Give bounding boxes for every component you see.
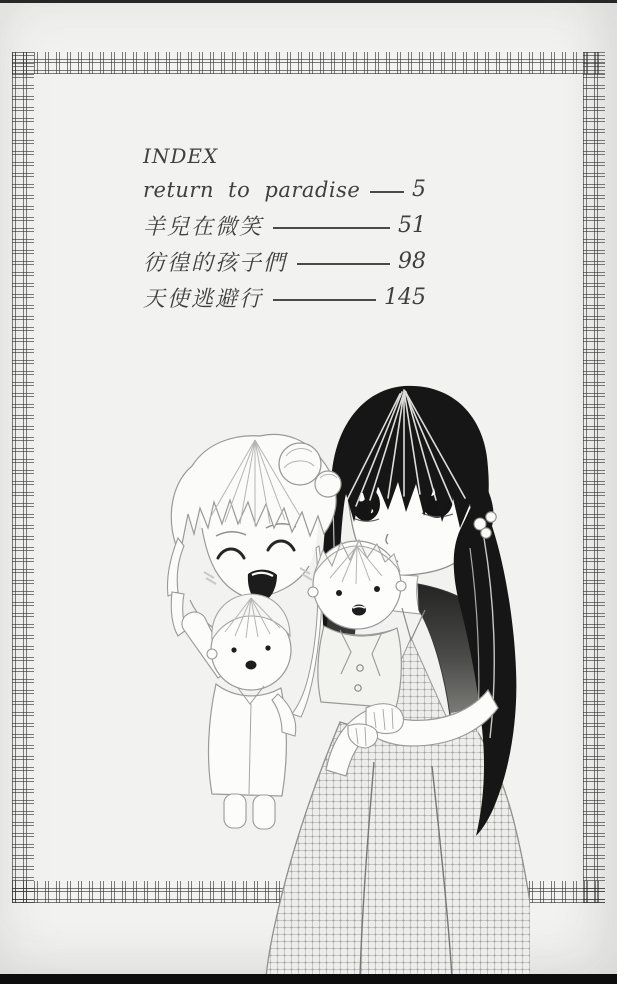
bottom-edge-bar <box>0 974 617 984</box>
index-block <box>143 144 426 320</box>
index-entry-label: return to paradise <box>143 177 361 202</box>
index-entry-page: 98 <box>398 249 426 274</box>
index-entry-page: 51 <box>398 213 426 238</box>
leader-line <box>370 191 404 193</box>
leader-line <box>273 299 376 301</box>
leader-line <box>297 263 390 265</box>
cover-illustration <box>120 378 530 978</box>
doll-center <box>308 540 406 708</box>
index-entry-page: 145 <box>384 285 426 310</box>
index-entry <box>143 212 426 239</box>
hair-bun-large <box>279 443 321 485</box>
doll-left <box>182 594 296 829</box>
index-entry <box>143 284 426 311</box>
hair-bun-small <box>315 471 341 497</box>
index-entry-page: 5 <box>412 177 426 202</box>
plaid-border-left <box>12 52 34 903</box>
index-entry-label: 羊兒在微笑 <box>143 215 264 240</box>
leader-line <box>273 227 390 229</box>
plaid-border-top <box>12 52 605 74</box>
index-title: INDEX <box>143 144 219 168</box>
doll-vest <box>318 626 402 708</box>
top-edge-rule <box>0 0 617 3</box>
index-entry <box>143 248 426 275</box>
side-tuft <box>167 538 184 596</box>
index-entry <box>143 176 426 203</box>
index-entry-label: 天使逃避行 <box>143 287 264 312</box>
index-entry-label: 彷徨的孩子們 <box>143 251 288 276</box>
plaid-border-right <box>583 52 605 903</box>
